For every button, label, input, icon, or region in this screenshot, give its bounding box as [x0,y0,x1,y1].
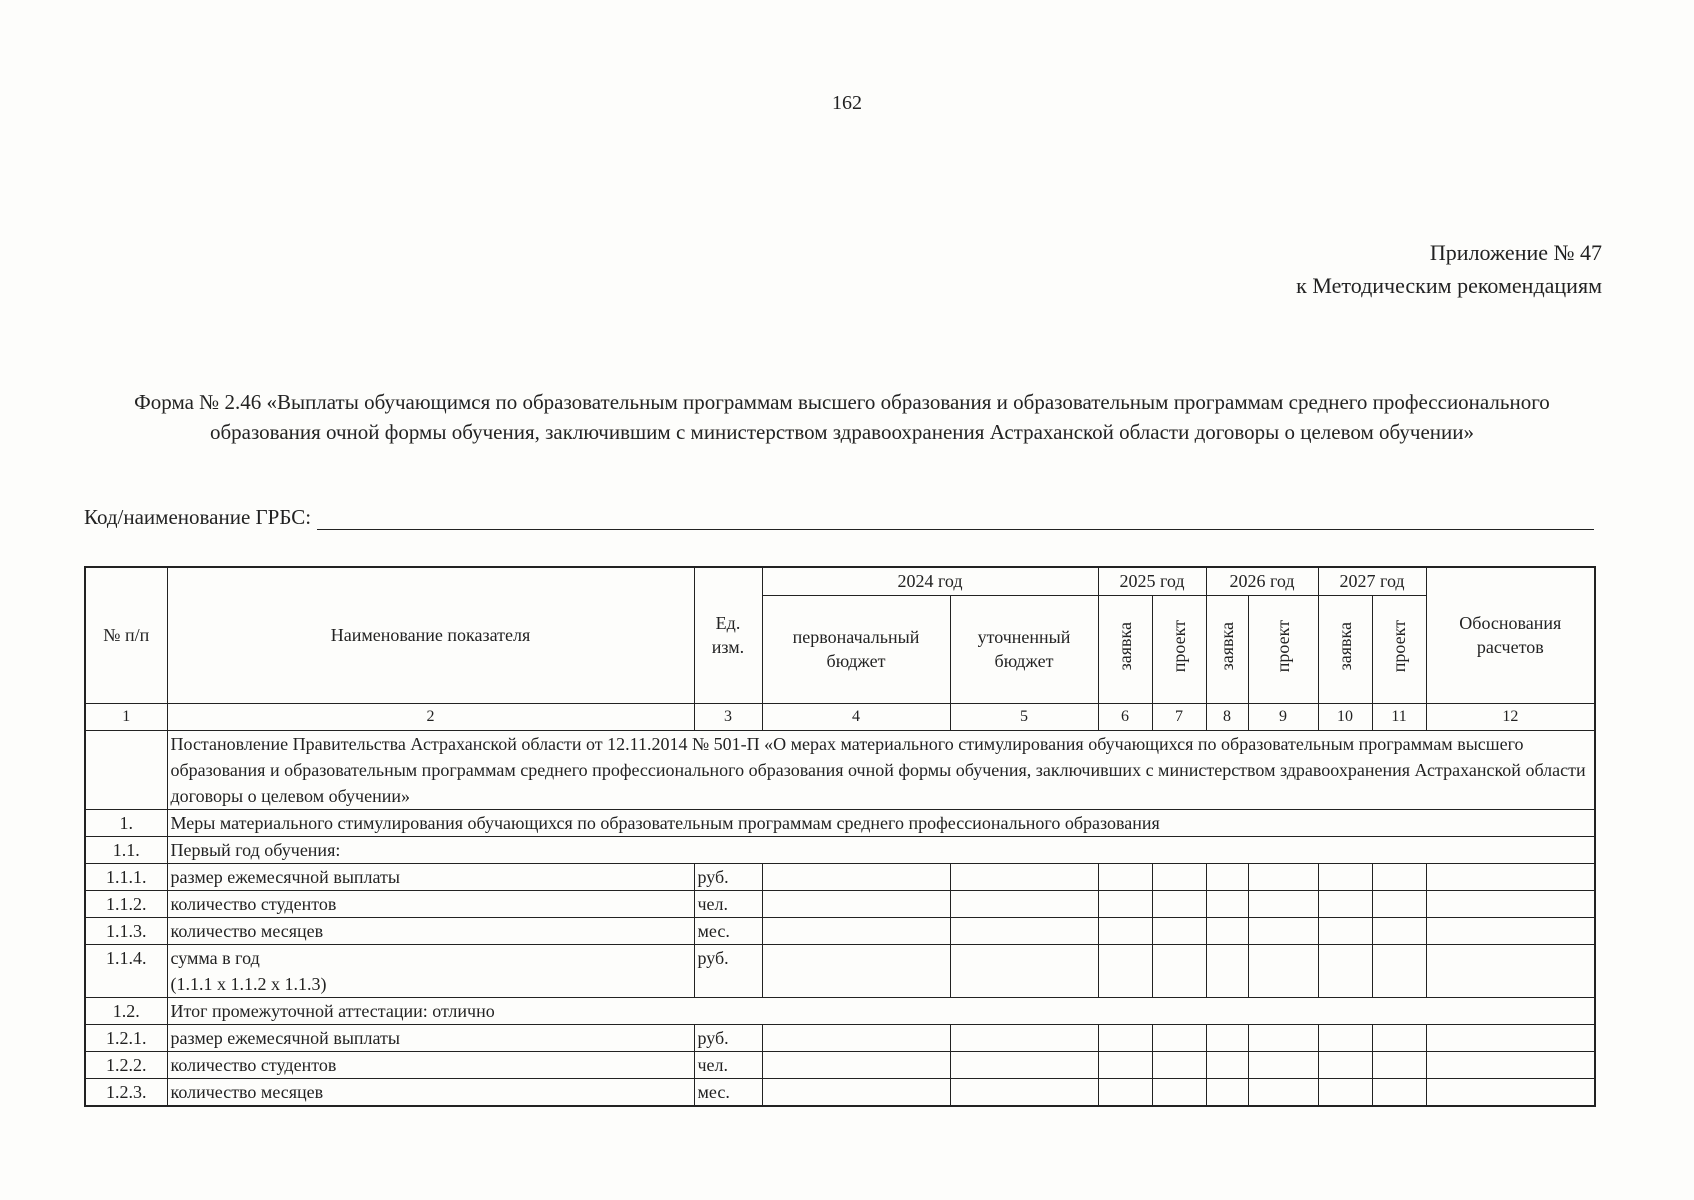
value-cell-col-10[interactable] [1318,917,1372,944]
value-cell-col-5[interactable] [950,917,1098,944]
table-row [85,890,1595,917]
report-table [84,566,1596,1107]
value-cell-col-11[interactable] [1372,1024,1426,1051]
value-cell-col-8[interactable] [1206,890,1248,917]
value-cell-col-5[interactable] [950,1051,1098,1078]
value-cell-col-11[interactable] [1372,917,1426,944]
value-cell-col-7[interactable] [1152,944,1206,997]
value-cell-col-9[interactable] [1248,1051,1318,1078]
appendix-line-2: к Методическим рекомендациям [1296,273,1602,298]
value-cell-col-4[interactable] [762,1078,950,1106]
column-number-1: 1 [85,703,167,730]
value-cell-col-7[interactable] [1152,1078,1206,1106]
column-number-5: 5 [950,703,1098,730]
value-cell-col-9[interactable] [1248,1024,1318,1051]
value-cell-col-10[interactable] [1318,890,1372,917]
value-cell-col-4[interactable] [762,1051,950,1078]
value-cell-col-11[interactable] [1372,1078,1426,1106]
appendix-line-1: Приложение № 47 [1429,240,1602,265]
row-unit: чел. [694,1051,762,1078]
header-2026-project: проект [1248,595,1318,703]
row-indicator-name: количество месяцев [167,917,694,944]
value-cell-col-5[interactable] [950,1024,1098,1051]
value-cell-col-7[interactable] [1152,1051,1206,1078]
table-row [85,1078,1595,1106]
value-cell-col-8[interactable] [1206,1078,1248,1106]
row-unit: мес. [694,1078,762,1106]
value-cell-col-5[interactable] [950,944,1098,997]
row-number: 1.1.2. [85,890,167,917]
value-cell-col-12[interactable] [1426,1051,1595,1078]
row-unit: чел. [694,890,762,917]
header-year-2027: 2027 год [1318,567,1426,595]
value-cell-col-5[interactable] [950,1078,1098,1106]
table-row [85,809,1595,836]
form-title: Форма № 2.46 «Выплаты обучающимся по образовательным программам высшего образования и образовательным программам среднего профессионального образования очной формы обучения, заключившим с министерством здравоохранения Астраханской области договоры о целевом обучении» [134,390,1550,444]
value-cell-col-9[interactable] [1248,890,1318,917]
value-cell-col-6[interactable] [1098,917,1152,944]
value-cell-col-10[interactable] [1318,944,1372,997]
value-cell-col-10[interactable] [1318,1051,1372,1078]
value-cell-col-11[interactable] [1372,890,1426,917]
value-cell-col-9[interactable] [1248,863,1318,890]
row-indicator-name: сумма в год (1.1.1 х 1.1.2 х 1.1.3) [167,944,694,997]
header-justification: Обоснования расчетов [1426,567,1595,703]
value-cell-col-12[interactable] [1426,917,1595,944]
row-number: 1.2.1. [85,1024,167,1051]
header-year-2024: 2024 год [762,567,1098,595]
row-indicator-name: количество студентов [167,890,694,917]
row-unit: руб. [694,1024,762,1051]
header-initial-budget: первоначальный бюджет [762,595,950,703]
value-cell-col-12[interactable] [1426,1024,1595,1051]
grbs-field [84,505,1594,530]
row-unit: руб. [694,863,762,890]
value-cell-col-12[interactable] [1426,863,1595,890]
value-cell-col-12[interactable] [1426,1078,1595,1106]
value-cell-col-6[interactable] [1098,1024,1152,1051]
row-indicator-name: Итог промежуточной аттестации: отлично [167,997,1595,1024]
row-number: 1. [85,809,167,836]
row-indicator-name: размер ежемесячной выплаты [167,1024,694,1051]
column-number-7: 7 [1152,703,1206,730]
table-row [85,863,1595,890]
value-cell-col-8[interactable] [1206,944,1248,997]
value-cell-col-4[interactable] [762,917,950,944]
row-number: 1.2.3. [85,1078,167,1106]
row-number: 1.1. [85,836,167,863]
row-indicator-name: Меры материального стимулирования обучающихся по образовательным программам среднего профессионального образования [167,809,1595,836]
column-number-8: 8 [1206,703,1248,730]
value-cell-col-11[interactable] [1372,944,1426,997]
value-cell-col-6[interactable] [1098,944,1152,997]
value-cell-col-5[interactable] [950,890,1098,917]
value-cell-col-9[interactable] [1248,944,1318,997]
decree-text: Постановление Правительства Астраханской области от 12.11.2014 № 501-П «О мерах материального стимулирования обучающихся по образовательным программам высшего образования и образовательным программам среднего профессионального образования очной формы обучения, заключивших с министерством здравоохранения Астраханской области договоры о целевом обучении» [167,730,1595,809]
value-cell-col-8[interactable] [1206,917,1248,944]
value-cell-col-8[interactable] [1206,1051,1248,1078]
header-2027-request: заявка [1318,595,1372,703]
row-unit: руб. [694,944,762,997]
row-indicator-name: размер ежемесячной выплаты [167,863,694,890]
value-cell-col-11[interactable] [1372,863,1426,890]
grbs-label: Код/наименование ГРБС: [84,505,312,529]
value-cell-col-8[interactable] [1206,863,1248,890]
header-2025-request: заявка [1098,595,1152,703]
value-cell-col-6[interactable] [1098,1078,1152,1106]
value-cell-col-11[interactable] [1372,1051,1426,1078]
table-row [85,944,1595,997]
row-number: 1.1.3. [85,917,167,944]
header-year-2025: 2025 год [1098,567,1206,595]
column-number-12: 12 [1426,703,1595,730]
value-cell-col-6[interactable] [1098,863,1152,890]
header-2026-request: заявка [1206,595,1248,703]
row-number: 1.2.2. [85,1051,167,1078]
value-cell-col-4[interactable] [762,863,950,890]
header-2025-project: проект [1152,595,1206,703]
value-cell-col-7[interactable] [1152,1024,1206,1051]
column-number-3: 3 [694,703,762,730]
row-number: 1.1.4. [85,944,167,997]
value-cell-col-4[interactable] [762,1024,950,1051]
value-cell-col-9[interactable] [1248,917,1318,944]
value-cell-col-10[interactable] [1318,1024,1372,1051]
table-row [85,836,1595,863]
header-num: № п/п [85,567,167,703]
value-cell-col-8[interactable] [1206,1024,1248,1051]
row-indicator-name: количество студентов [167,1051,694,1078]
value-cell-col-7[interactable] [1152,863,1206,890]
column-number-11: 11 [1372,703,1426,730]
value-cell-col-4[interactable] [762,890,950,917]
page-number: 162 [832,92,862,114]
header-name: Наименование показателя [167,567,694,703]
column-number-6: 6 [1098,703,1152,730]
value-cell-col-6[interactable] [1098,1051,1152,1078]
header-2027-project: проект [1372,595,1426,703]
appendix-note [1296,236,1602,302]
decree-num-cell [85,730,167,809]
value-cell-col-10[interactable] [1318,863,1372,890]
value-cell-col-7[interactable] [1152,890,1206,917]
row-indicator-name: Первый год обучения: [167,836,1595,863]
value-cell-col-7[interactable] [1152,917,1206,944]
value-cell-col-12[interactable] [1426,944,1595,997]
column-number-10: 10 [1318,703,1372,730]
table-row [85,917,1595,944]
value-cell-col-9[interactable] [1248,1078,1318,1106]
value-cell-col-4[interactable] [762,944,950,997]
value-cell-col-10[interactable] [1318,1078,1372,1106]
column-numbers-row [85,703,1595,730]
row-number: 1.2. [85,997,167,1024]
decree-row [85,730,1595,809]
table-row [85,1024,1595,1051]
column-number-2: 2 [167,703,694,730]
grbs-input-line[interactable] [317,507,1594,530]
value-cell-col-12[interactable] [1426,890,1595,917]
table-row [85,997,1595,1024]
value-cell-col-5[interactable] [950,863,1098,890]
header-year-2026: 2026 год [1206,567,1318,595]
value-cell-col-6[interactable] [1098,890,1152,917]
table-row [85,1051,1595,1078]
row-number: 1.1.1. [85,863,167,890]
row-unit: мес. [694,917,762,944]
row-indicator-name: количество месяцев [167,1078,694,1106]
header-revised-budget: уточненный бюджет [950,595,1098,703]
header-unit: Ед. изм. [694,567,762,703]
column-number-4: 4 [762,703,950,730]
column-number-9: 9 [1248,703,1318,730]
